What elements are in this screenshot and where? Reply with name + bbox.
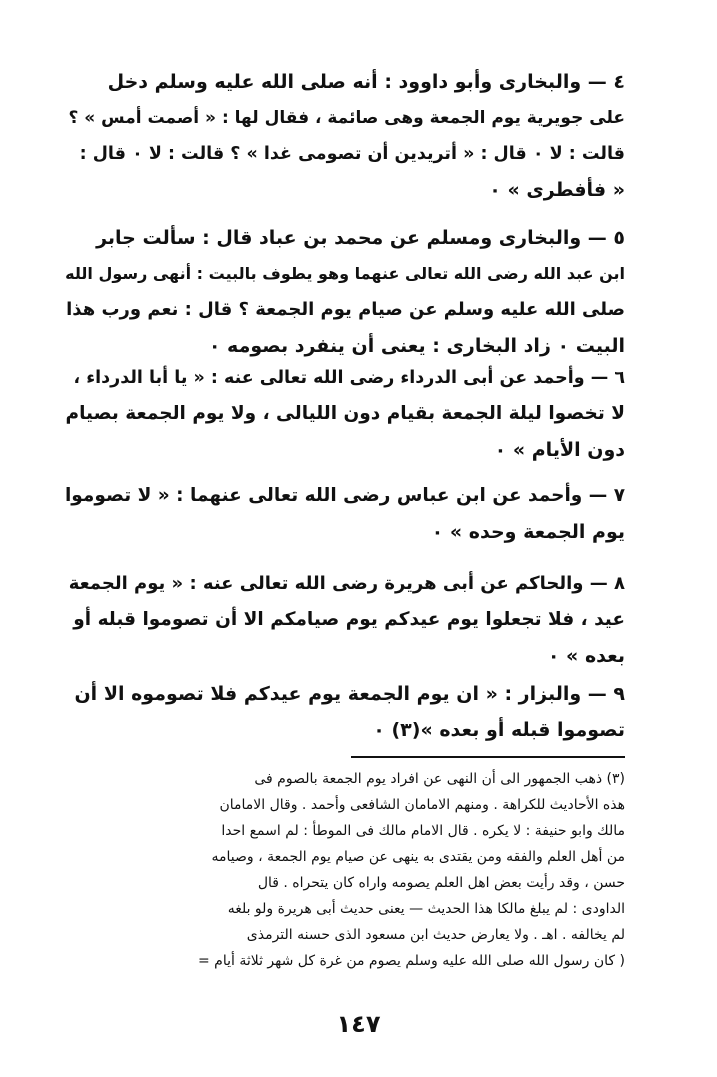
text-line: صلى الله عليه وسلم عن صيام يوم الجمعة ؟ قال : نعم ورب هذا	[66, 299, 625, 320]
text-line: ٩ — والبزار : « ان يوم الجمعة يوم عيدكم فلا تصوموه الا أن	[74, 683, 625, 705]
footnote-line: ( كان رسول الله صلى الله عليه وسلم يصوم من غرة كل شهر ثلاثة أيام =	[197, 953, 625, 969]
text-line: ٥ — والبخارى ومسلم عن محمد بن عباد قال : سألت جابر	[96, 227, 625, 249]
text-line: لا تخصوا ليلة الجمعة بقيام دون الليالى ، ولا يوم الجمعة بصيام	[65, 403, 625, 424]
footnote-line: مالك وابو حنيفة : لا يكره . قال الامام مالك فى الموطأ : لم اسمع احدا	[221, 823, 625, 839]
text-line: ٨ — والحاكم عن أبى هريرة رضى الله تعالى عنه : « يوم الجمعة	[68, 573, 625, 594]
hadith-paragraph-4	[65, 64, 625, 208]
text-line: تصوموا قبله أو بعده »(٣) ٠	[373, 719, 625, 741]
footnote-divider	[351, 756, 625, 758]
footnote-line: الداودى : لم يبلغ مالكا هذا الحديث — يعنى حديث أبى هريرة ولو بلغه	[227, 901, 625, 917]
footnote-line: حسن ، وقد رأيت بعض اهل العلم يصومه واراه كان يتحراه . قال	[257, 875, 625, 891]
text-line: ٦ — وأحمد عن أبى الدرداء رضى الله تعالى عنه : « يا أبا الدرداء ،	[73, 368, 625, 388]
footnote-line: هذه الأحاديث للكراهة . ومنهم الامامان الشافعى وأحمد . وقال الامامان	[219, 797, 625, 813]
text-line: قالت : لا ٠ قال : « أتريدين أن تصومى غدا » ؟ قالت : لا ٠ قال :	[79, 144, 625, 164]
text-line: بعده » ٠	[547, 645, 625, 667]
hadith-paragraph-5	[65, 220, 625, 364]
hadith-paragraph-6	[65, 360, 625, 468]
text-line: على جويرية يوم الجمعة وهى صائمة ، فقال لها : « أصمت أمس » ؟	[68, 108, 625, 128]
text-line: ٧ — وأحمد عن ابن عباس رضى الله تعالى عنهما : « لا تصوموا	[64, 485, 625, 506]
text-line: « فأفطرى » ٠	[489, 179, 625, 201]
hadith-paragraph-9	[65, 676, 625, 748]
footnote-line: لم يخالفه . اهـ . ولا يعارض حديث ابن مسعود الذى حسنه الترمذى	[246, 927, 625, 943]
footnote-line: من أهل العلم والفقه ومن يقتدى به ينهى عن صيام يوم الجمعة ، وصيامه	[211, 849, 625, 865]
page-number: ١٤٧	[336, 1010, 381, 1038]
footnote-line: (٣) ذهب الجمهور الى أن النهى عن افراد يوم الجمعة بالصوم فى	[254, 771, 625, 787]
hadith-paragraph-7	[65, 478, 625, 550]
text-line: دون الأيام » ٠	[494, 439, 625, 461]
text-line: عيد ، فلا تجعلوا يوم عيدكم يوم صيامكم الا أن تصوموا قبله أو	[73, 609, 625, 630]
text-line: ابن عبد الله رضى الله تعالى عنهما وهو يطوف بالبيت : أنهى رسول الله	[65, 264, 625, 283]
text-line: يوم الجمعة وحده » ٠	[431, 521, 625, 543]
hadith-paragraph-8	[65, 566, 625, 674]
text-line: ٤ — والبخارى وأبو داوود : أنه صلى الله عليه وسلم دخل	[107, 71, 625, 93]
text-line: البيت ٠ زاد البخارى : يعنى أن ينفرد بصومه ٠	[208, 335, 625, 357]
footnote	[65, 766, 625, 974]
